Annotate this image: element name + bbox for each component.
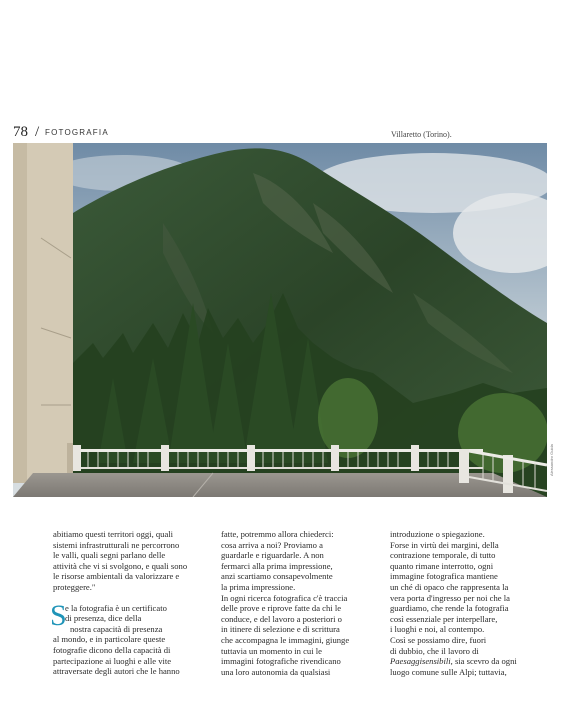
page-header [13,124,547,142]
text-line: un ché di opaco che rappresenta la [390,581,509,592]
text-line: attività che vi si svolgono, e quali sono [53,560,188,571]
text-line: in itinere di selezione e di scrittura [221,624,340,635]
landscape-illustration [13,143,547,497]
text-line: la prima impressione. [221,581,296,592]
text-line: luogo comune sulle Alpi; tuttavia, [390,666,507,677]
text-line: attraversate degli autori che le hanno [53,666,180,677]
text-line: fermarci alla prima impressione, [221,560,333,571]
text-column-2 [221,529,371,677]
text-column-1 [50,529,203,677]
text-line: immagine fotografica mantiene [390,571,498,582]
text-line: anzi scartiamo consapevolmente [221,571,333,582]
text-line: abitiamo questi territori oggi, quali [53,529,174,539]
text-line: tuttavia un momento in cui le [221,645,322,656]
text-line: vera porta d'ingresso per noi che la [390,592,510,603]
text-line: al mondo, e in particolare queste [53,634,166,645]
text-line: di dubbio, che il lavoro di [390,645,479,656]
text-line: guardiamo, che rende la fotografia [390,603,509,614]
text-line: introduzione o spiegazione. [390,529,485,539]
text-fragment: , sia scevro da ogni [450,656,517,667]
text-line: cosa arriva a noi? Proviamo a [221,539,323,550]
text-line: Così se possiamo dire, fuori [390,634,487,645]
text-line: le risorse ambientali da valorizzare e [53,571,180,582]
text-line: le valli, quali segni parlano delle [53,550,166,561]
text-line: sistemi infrastrutturali ne percorrono [53,539,180,550]
text-line: partecipazione ai luoghi e alle vite [53,655,172,666]
text-line: che accompagna le immagini, giunge [221,634,350,645]
text-line-italic [390,656,540,667]
text-line: guardarle e riguardarle. A non [221,550,324,561]
section-title: FOTOGRAFIA [45,128,109,137]
text-line: una loro autonomia da qualsiasi [221,666,331,677]
drop-cap: S [50,598,67,632]
photo-caption: Villaretto (Torino). [391,130,452,139]
text-line: delle prove e riprove fatte da chi le [221,603,342,614]
text-line: immagini fotografiche rivendicano [221,656,341,667]
header-slash: / [35,124,40,140]
text-line: In ogni ricerca fotografica c'è traccia [221,592,348,603]
text-line: e la fotografia è un certificato [65,602,167,613]
text-line: conduce, e del lavoro a posteriori o [221,613,342,624]
text-line: nostra capacità di presenza [70,623,163,634]
text-line: proteggere." [53,581,96,592]
page-number: 78 [13,124,28,140]
text-line: i luoghi e noi, al contempo. [390,624,485,635]
landscape-photo [13,143,547,497]
text-line: contrazione temporale, di tutto [390,550,496,561]
text-line: quanto rimane interrotto, ogni [390,560,494,571]
text-line: Forse in virtù dei margini, della [390,539,499,550]
text-line: fatte, potremmo allora chiederci: [221,529,334,539]
text-column-3 [390,529,540,677]
text-line: fotografie dicono della capacità di [53,644,171,655]
text-line: così essenziale per interpellare, [390,613,498,624]
photo-credit: Alessandro Guida [549,444,554,476]
text-line: di presenza, dice della [65,613,142,624]
paragraph-with-dropcap [50,598,203,677]
italic-title: Paesaggisensibili [390,656,451,667]
